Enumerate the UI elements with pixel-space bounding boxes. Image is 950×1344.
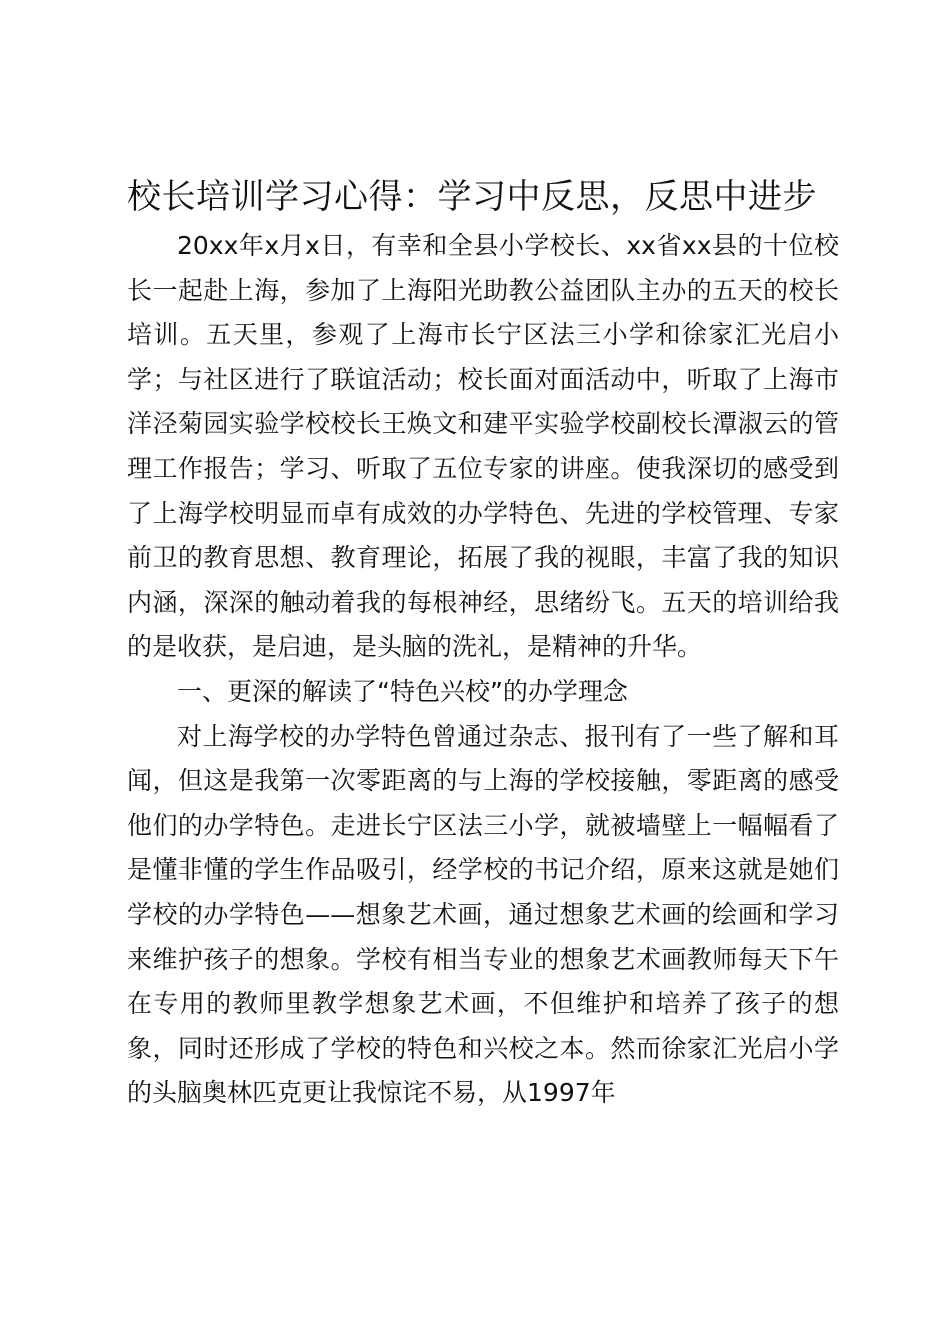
section-heading: 一、更深的解读了“特色兴校”的办学理念 (177, 676, 628, 706)
intro-paragraph: 20xx年x月x日，有幸和全县小学校长、xx省xx县的十位校长一起赴上海，参加了上海阳光助教公益团队主办的五天的校长培训。五天里，参观了上海市长宁区法三小学和徐家汇光启小学；与社区进行了联谊活动；校长面对面活动中，听取了上海市洋泾菊园实验学校校长王焕文和建平实验学校副校长潭淑云的管理工作报告；学习、听取了五位专家的讲座。使我深切的感受到了上海学校明显而卓有成效的办学特色、先进的学校管理、专家前卫的教育思想、教育理论，拓展了我的视眼，丰富了我的知识内涵，深深的触动着我的每根神经，思绪纷飞。五天的培训给我的是收获，是启迪，是头脑的洗礼，是精神的升华。 (127, 231, 839, 662)
document-title: 校长培训学习心得：学习中反思，反思中进步 (127, 177, 817, 217)
document-page (127, 170, 839, 1116)
section-paragraph: 对上海学校的办学特色曾通过杂志、报刊有了一些了解和耳闻，但这是我第一次零距离的与上海的学校接触，零距离的感受他们的办学特色。走进长宁区法三小学，就被墙壁上一幅幅看了是懂非懂的学生作品吸引，经学校的书记介绍，原来这就是她们学校的办学特色——想象艺术画，通过想象艺术画的绘画和学习来维护孩子的想象。学校有相当专业的想象艺术画教师每天下午在专用的教师里教学想象艺术画，不但维护和培养了孩子的想象，同时还形成了学校的特色和兴校之本。然而徐家汇光启小学的头脑奥林匹克更让我惊诧不易，从1997年 (127, 721, 839, 1108)
